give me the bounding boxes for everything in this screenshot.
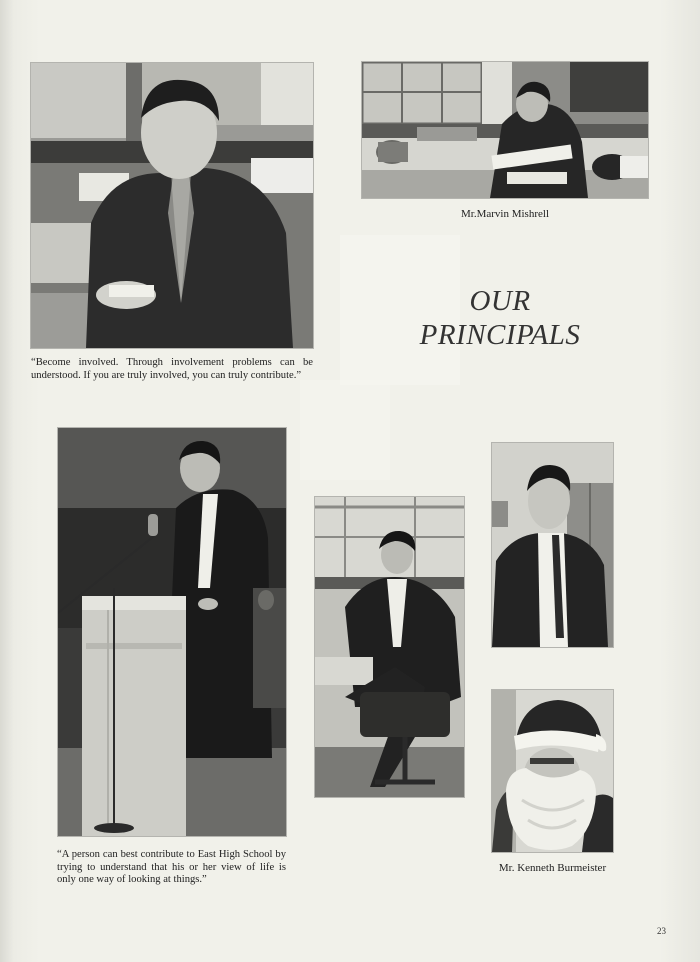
title-line-1: OUR <box>469 285 531 317</box>
photo-principal-standing <box>492 443 613 647</box>
caption-burmeister: Mr. Kenneth Burmeister <box>498 862 607 874</box>
page-number: 23 <box>657 926 666 936</box>
photo-principal-lectern <box>58 428 286 836</box>
page-title <box>400 284 600 352</box>
caption-mishrell: Mr.Marvin Mishrell <box>461 208 549 220</box>
photo-principal-desk <box>31 63 313 348</box>
photo-mishrell-desk <box>362 62 648 198</box>
photo-principal-chair <box>315 497 464 797</box>
title-line-2: PRINCIPALS <box>419 319 581 351</box>
quote-top: “Become involved. Through involvement problems can be understood. If you are truly involved, you can truly contribute.” <box>31 357 313 381</box>
retouch-patch <box>300 380 390 480</box>
quote-bottom: “A person can best contribute to East High School by trying to understand that his or her view of life is only one way of looking at things.” <box>57 849 286 886</box>
photo-principal-santa <box>492 690 613 852</box>
